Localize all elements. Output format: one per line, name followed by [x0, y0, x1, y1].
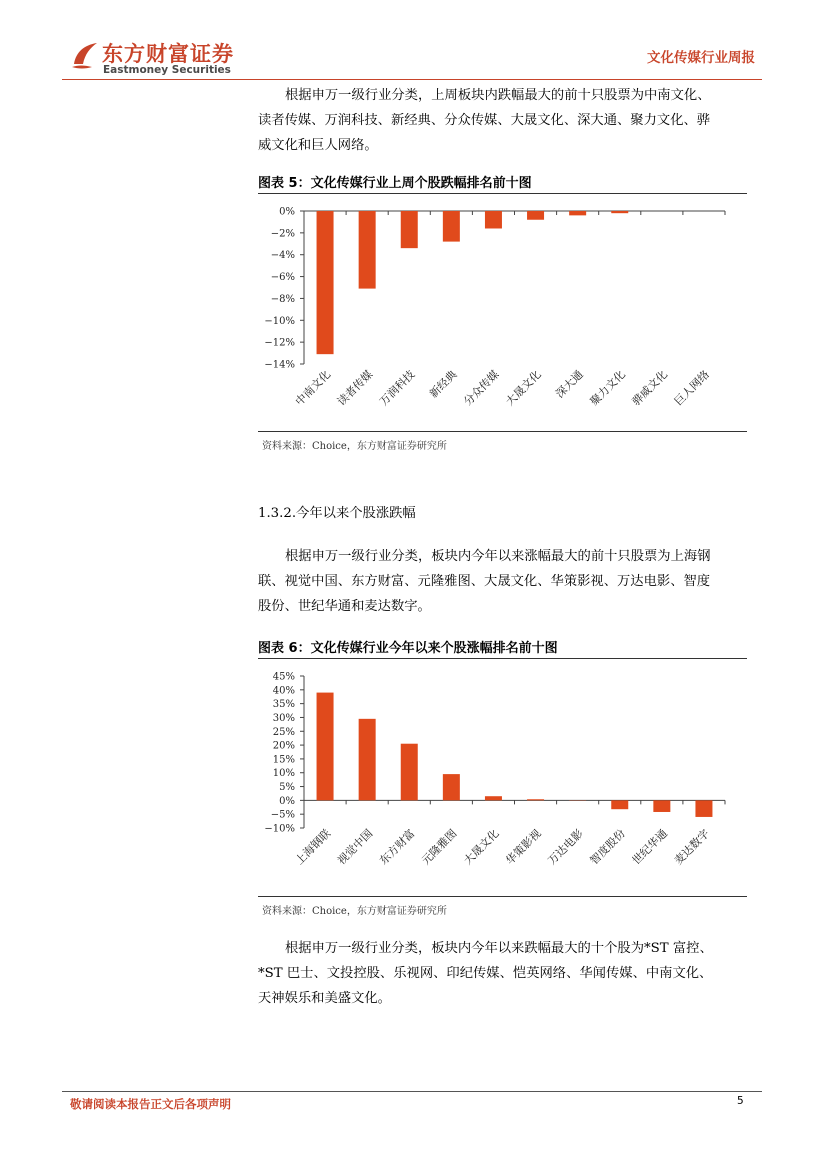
bar: [611, 800, 628, 809]
x-category-label: 巨人网络: [671, 367, 713, 409]
text-line: 根据申万一级行业分类，板块内今年以来涨幅最大的前十只股票为上海钢: [285, 549, 711, 564]
y-tick-label: 40%: [272, 685, 295, 697]
x-category-label: 聚力文化: [587, 367, 628, 409]
x-category-label: 大晟文化: [503, 367, 544, 409]
figure6-bottom-rule: [258, 896, 747, 897]
x-category-label: 东方财富: [377, 826, 418, 868]
logo-chinese-name: 东方财富证券: [102, 42, 234, 66]
y-tick-label: −2%: [270, 228, 295, 240]
x-category-label: 新经典: [426, 367, 460, 401]
paragraph-gainers-ytd: [258, 544, 758, 619]
bar: [317, 693, 334, 801]
y-tick-label: 10%: [272, 768, 295, 780]
y-tick-label: 20%: [272, 740, 295, 752]
y-tick-label: 15%: [272, 754, 295, 766]
y-tick-label: −10%: [264, 823, 295, 835]
text-line: 根据申万一级行业分类，上周板块内跌幅最大的前十只股票为中南文化、: [285, 88, 711, 103]
y-tick-label: −10%: [264, 315, 295, 327]
header-divider: [62, 79, 762, 80]
bar: [359, 719, 376, 801]
figure6-top-rule: [258, 658, 747, 659]
bar: [695, 800, 712, 817]
page-number: 5: [737, 1095, 744, 1107]
x-category-label: 万达电影: [545, 826, 586, 868]
bar: [317, 211, 334, 354]
y-tick-label: 35%: [272, 699, 295, 711]
figure5-source: 资料来源：Choice，东方财富证券研究所: [262, 441, 447, 452]
y-tick-label: −5%: [270, 809, 295, 821]
figure5-top-rule: [258, 193, 747, 194]
y-tick-label: 45%: [272, 671, 295, 683]
text-line: 股份、世纪华通和麦达数字。: [258, 599, 431, 614]
footer-disclaimer: 敬请阅读本报告正文后各项声明: [70, 1097, 231, 1111]
x-category-label: 视觉中国: [334, 826, 376, 868]
figure5-bottom-rule: [258, 431, 747, 432]
paragraph-decliners-week: [258, 83, 758, 158]
y-tick-label: −6%: [270, 272, 295, 284]
bar: [569, 211, 586, 215]
figure6-title: 图表 6：文化传媒行业今年以来个股涨幅排名前十图: [258, 641, 558, 656]
x-category-label: 世纪华通: [629, 826, 670, 868]
y-tick-label: −4%: [270, 250, 295, 262]
x-category-label: 深大通: [553, 367, 586, 401]
x-category-label: 华策影视: [503, 826, 544, 868]
y-tick-label: 30%: [272, 712, 295, 724]
figure6-source: 资料来源：Choice，东方财富证券研究所: [262, 906, 447, 917]
text-line: 读者传媒、万润科技、新经典、分众传媒、大晟文化、深大通、聚力文化、骅: [258, 113, 711, 128]
footer-divider: [62, 1091, 762, 1092]
y-tick-label: −14%: [264, 359, 295, 371]
x-category-label: 骅威文化: [629, 367, 670, 409]
x-category-label: 大晟文化: [461, 826, 502, 868]
text-line: *ST 巴士、文投控股、乐视网、印纪传媒、恺英网络、华闻传媒、中南文化、: [258, 966, 713, 981]
x-category-label: 中南文化: [292, 367, 334, 409]
x-category-label: 智度股份: [587, 826, 628, 868]
bar: [401, 211, 418, 248]
y-tick-label: 0%: [279, 206, 295, 218]
logo-mark-icon: [70, 40, 100, 70]
y-tick-label: 25%: [272, 726, 295, 738]
section-heading: 1.3.2.今年以来个股涨跌幅: [258, 506, 416, 521]
y-tick-label: −8%: [270, 293, 295, 305]
bar: [401, 744, 418, 801]
x-category-label: 上海钢联: [292, 826, 334, 868]
x-category-label: 分众传媒: [461, 367, 502, 409]
bar: [443, 211, 460, 242]
text-line: 联、视觉中国、东方财富、元隆雅图、大晟文化、华策影视、万达电影、智度: [258, 574, 711, 589]
y-tick-label: −12%: [264, 337, 295, 349]
bar: [527, 799, 544, 800]
x-category-label: 万润科技: [377, 367, 418, 409]
text-line: 天神娱乐和美盛文化。: [258, 991, 391, 1006]
bar: [359, 211, 376, 289]
y-tick-label: 0%: [279, 795, 295, 807]
x-category-label: 元隆雅图: [419, 826, 460, 868]
bar: [653, 800, 670, 812]
x-category-label: 读者传媒: [334, 367, 376, 409]
figure5-bar-chart: [258, 195, 747, 431]
figure6-bar-chart: [258, 660, 747, 896]
y-tick-label: 5%: [279, 782, 295, 794]
logo-english-name: Eastmoney Securities: [103, 64, 231, 76]
figure5-title: 图表 5：文化传媒行业上周个股跌幅排名前十图: [258, 176, 532, 191]
bar: [485, 796, 502, 800]
bar: [527, 211, 544, 220]
x-category-label: 麦达数字: [671, 826, 713, 868]
text-line: 威文化和巨人网络。: [258, 138, 378, 153]
text-line: 根据申万一级行业分类，板块内今年以来跌幅最大的十个股为*ST 富控、: [285, 941, 713, 956]
bar: [611, 211, 628, 213]
paragraph-decliners-ytd: [258, 936, 758, 1011]
bar: [443, 774, 460, 800]
report-title: 文化传媒行业周报: [647, 50, 755, 66]
bar: [485, 211, 502, 228]
